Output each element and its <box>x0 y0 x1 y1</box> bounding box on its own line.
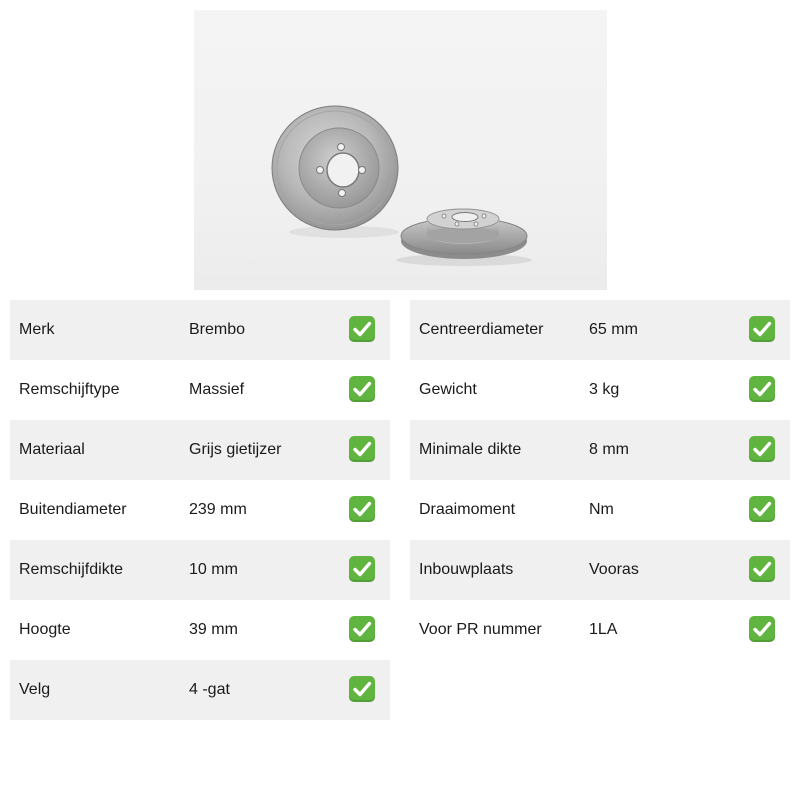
spec-row <box>10 420 390 480</box>
spec-row <box>10 360 390 420</box>
spec-row <box>10 540 390 600</box>
spec-row <box>10 600 390 660</box>
spec-value: 3 kg <box>589 381 620 398</box>
spec-value: Massief <box>189 381 245 398</box>
checkmark-icon <box>749 436 775 462</box>
spec-label: Draaimoment <box>419 501 516 518</box>
checkmark-icon <box>749 376 775 402</box>
checkmark-icon <box>749 316 775 342</box>
checkmark-icon <box>349 436 375 462</box>
spec-value: Grijs gietijzer <box>189 441 282 458</box>
spec-value: 1LA <box>589 621 618 638</box>
spec-label: Gewicht <box>419 381 477 398</box>
spec-row <box>410 600 790 660</box>
spec-row <box>410 360 790 420</box>
checkmark-icon <box>349 616 375 642</box>
spec-value: Nm <box>589 501 614 518</box>
product-image <box>194 10 607 290</box>
spec-label: Buitendiameter <box>19 501 127 518</box>
spec-value: 10 mm <box>189 561 238 578</box>
spec-table-right <box>410 300 790 660</box>
checkmark-icon <box>349 316 375 342</box>
spec-value: 39 mm <box>189 621 238 638</box>
checkmark-icon <box>349 556 375 582</box>
spec-row <box>410 300 790 360</box>
spec-label: Remschijftype <box>19 381 120 398</box>
spec-label: Materiaal <box>19 441 85 458</box>
checkmark-icon <box>749 616 775 642</box>
spec-label: Minimale dikte <box>419 441 522 458</box>
spec-label: Hoogte <box>19 621 71 638</box>
spec-label: Voor PR nummer <box>419 621 542 638</box>
spec-row <box>10 660 390 720</box>
checkmark-icon <box>349 376 375 402</box>
spec-row <box>410 540 790 600</box>
spec-value: 65 mm <box>589 321 638 338</box>
checkmark-icon <box>349 676 375 702</box>
spec-table-left <box>10 300 390 720</box>
spec-value: 8 mm <box>589 441 629 458</box>
spec-label: Merk <box>19 321 55 338</box>
spec-row <box>410 480 790 540</box>
spec-value: 239 mm <box>189 501 247 518</box>
spec-value: Vooras <box>589 561 639 578</box>
checkmark-icon <box>749 496 775 522</box>
spec-label: Centreerdiameter <box>419 321 544 338</box>
spec-label: Remschijfdikte <box>19 561 124 578</box>
spec-label: Velg <box>19 681 51 698</box>
checkmark-icon <box>749 556 775 582</box>
checkmark-icon <box>349 496 375 522</box>
spec-label: Inbouwplaats <box>419 561 514 578</box>
spec-row <box>410 420 790 480</box>
spec-value: Brembo <box>189 321 246 338</box>
brake-disc-icon <box>194 10 607 290</box>
spec-value: 4 -gat <box>189 681 230 698</box>
spec-row <box>10 300 390 360</box>
spec-row <box>10 480 390 540</box>
